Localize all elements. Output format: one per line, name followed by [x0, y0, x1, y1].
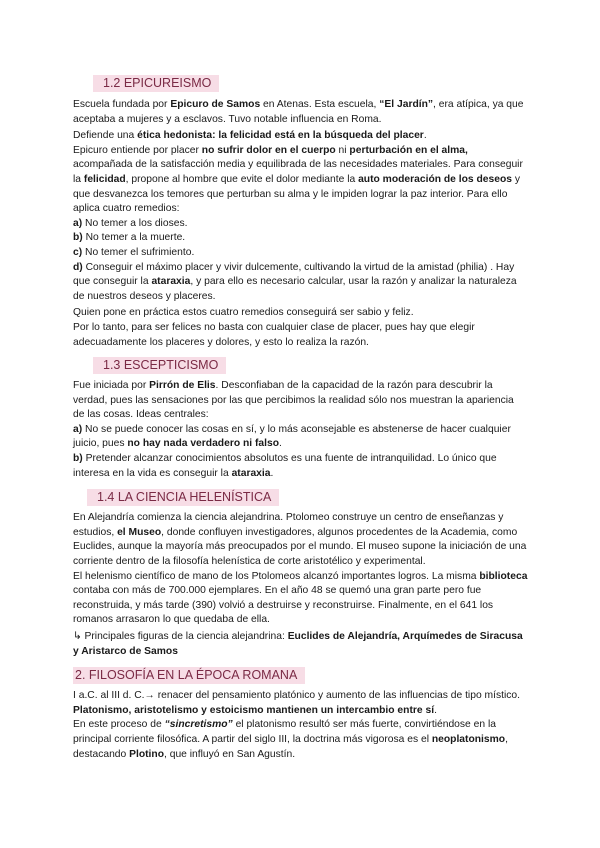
list-item: a) No se puede conocer las cosas en sí, y lo más aconsejable es abstenerse de hacer cualquier juicio, pues no hay nada verdadero ni falso.: [73, 423, 511, 450]
list-item: b) Pretender alcanzar conocimientos absolutos es una fuente de intranquilidad. Lo único que interesa en la vida es conseguir la ataraxia.: [73, 453, 497, 479]
paragraph: Defiende una ética hedonista: la felicidad está en la búsqueda del placer.: [73, 130, 427, 142]
paragraph: Quien pone en práctica estos cuatro remedios conseguirá ser sabio y feliz.: [73, 307, 414, 319]
section-heading-epicureismo: 1.2 EPICUREISMO: [93, 75, 219, 92]
paragraph: I a.C. al III d. C.→ renacer del pensamiento platónico y aumento de las influencias de tipo místico. Platonismo, aristotelismo y estoicismo mantienen un intercambio entre sí.: [73, 690, 521, 716]
list-item: c) No temer el sufrimiento.: [73, 246, 195, 258]
section-heading-escepticismo: 1.3 ESCEPTICISMO: [93, 357, 226, 374]
paragraph: En este proceso de “sincretismo” el platonismo resultó ser más fuerte, convirtiéndose en la principal corriente filosófica. A partir del siglo III, la doctrina más vigorosa es el neoplatonismo, destacando Plotino, que influyó en San Agustín.: [73, 719, 508, 760]
paragraph: Por lo tanto, para ser felices no basta con cualquier clase de placer, pues hay que elegir adecuadamente los placeres y dolores, y esto lo realiza la razón.: [73, 321, 475, 348]
paragraph: Epicuro entiende por placer no sufrir dolor en el cuerpo ni perturbación en el alma, acompañada de la satisfacción media y equilibrada de las necesidades materiales. Para conseguir la felicidad, propone al hombre que evite el dolor mediante la auto moderación de los deseos y que desvanezca los temores que perturban su alma y le impiden lograr la paz interior. Para ello aplica cuatro remedios:: [73, 144, 523, 215]
list-item: a) No temer a los dioses.: [73, 217, 188, 229]
list-item: b) No temer a la muerte.: [73, 232, 186, 244]
list-item: d) Conseguir el máximo placer y vivir dulcemente, cultivando la virtud de la amistad (philia) . Hay que conseguir la ataraxia, y para ello es necesario calcular, usar la razón y analizar la naturaleza de nuestros deseos y placeres.: [73, 261, 517, 302]
paragraph: Escuela fundada por Epicuro de Samos en Atenas. Esta escuela, “El Jardín”, era atípica, ya que aceptaba a mujeres y a esclavos. Tuvo notable influencia en Roma.: [73, 99, 524, 125]
section-heading-filosofia-epoca-romana: 2. FILOSOFÍA EN LA ÉPOCA ROMANA: [73, 667, 305, 684]
paragraph: El helenismo científico de mano de los Ptolomeos alcanzó importantes logros. La misma biblioteca contaba con más de 700.000 ejemplares. En el año 48 se quemó una gran parte pero fue reconstruida, y más tarde (390) volvió a destruirse y reconstruirse. Finalmente, en el 641 los romanos arrasaron lo que quedaba de ella.: [73, 570, 528, 626]
paragraph: Fue iniciada por Pirrón de Elis. Desconfiaban de la capacidad de la razón para descubrir la verdad, pues las sensaciones por las que percibimos la realidad sólo nos muestran la apariencia de las cosas. Ideas centrales:: [73, 380, 514, 421]
document-page: [73, 72, 528, 762]
section-heading-ciencia-helenistica: 1.4 LA CIENCIA HELENÍSTICA: [87, 489, 279, 506]
paragraph: ↳ Principales figuras de la ciencia alejandrina: Euclides de Alejandría, Arquímedes de Siracusa y Aristarco de Samos: [73, 631, 523, 657]
paragraph: En Alejandría comienza la ciencia alejandrina. Ptolomeo construye un centro de enseñanzas y estudios, el Museo, donde confluyen investigadores, algunos procedentes de la Academia, como Euclides, aunque la mayoría más preocupados por el mundo. El museo supone la iniciación de una corriente dentro de la filosofía helenística de corte aristotélico y experimental.: [73, 512, 527, 568]
